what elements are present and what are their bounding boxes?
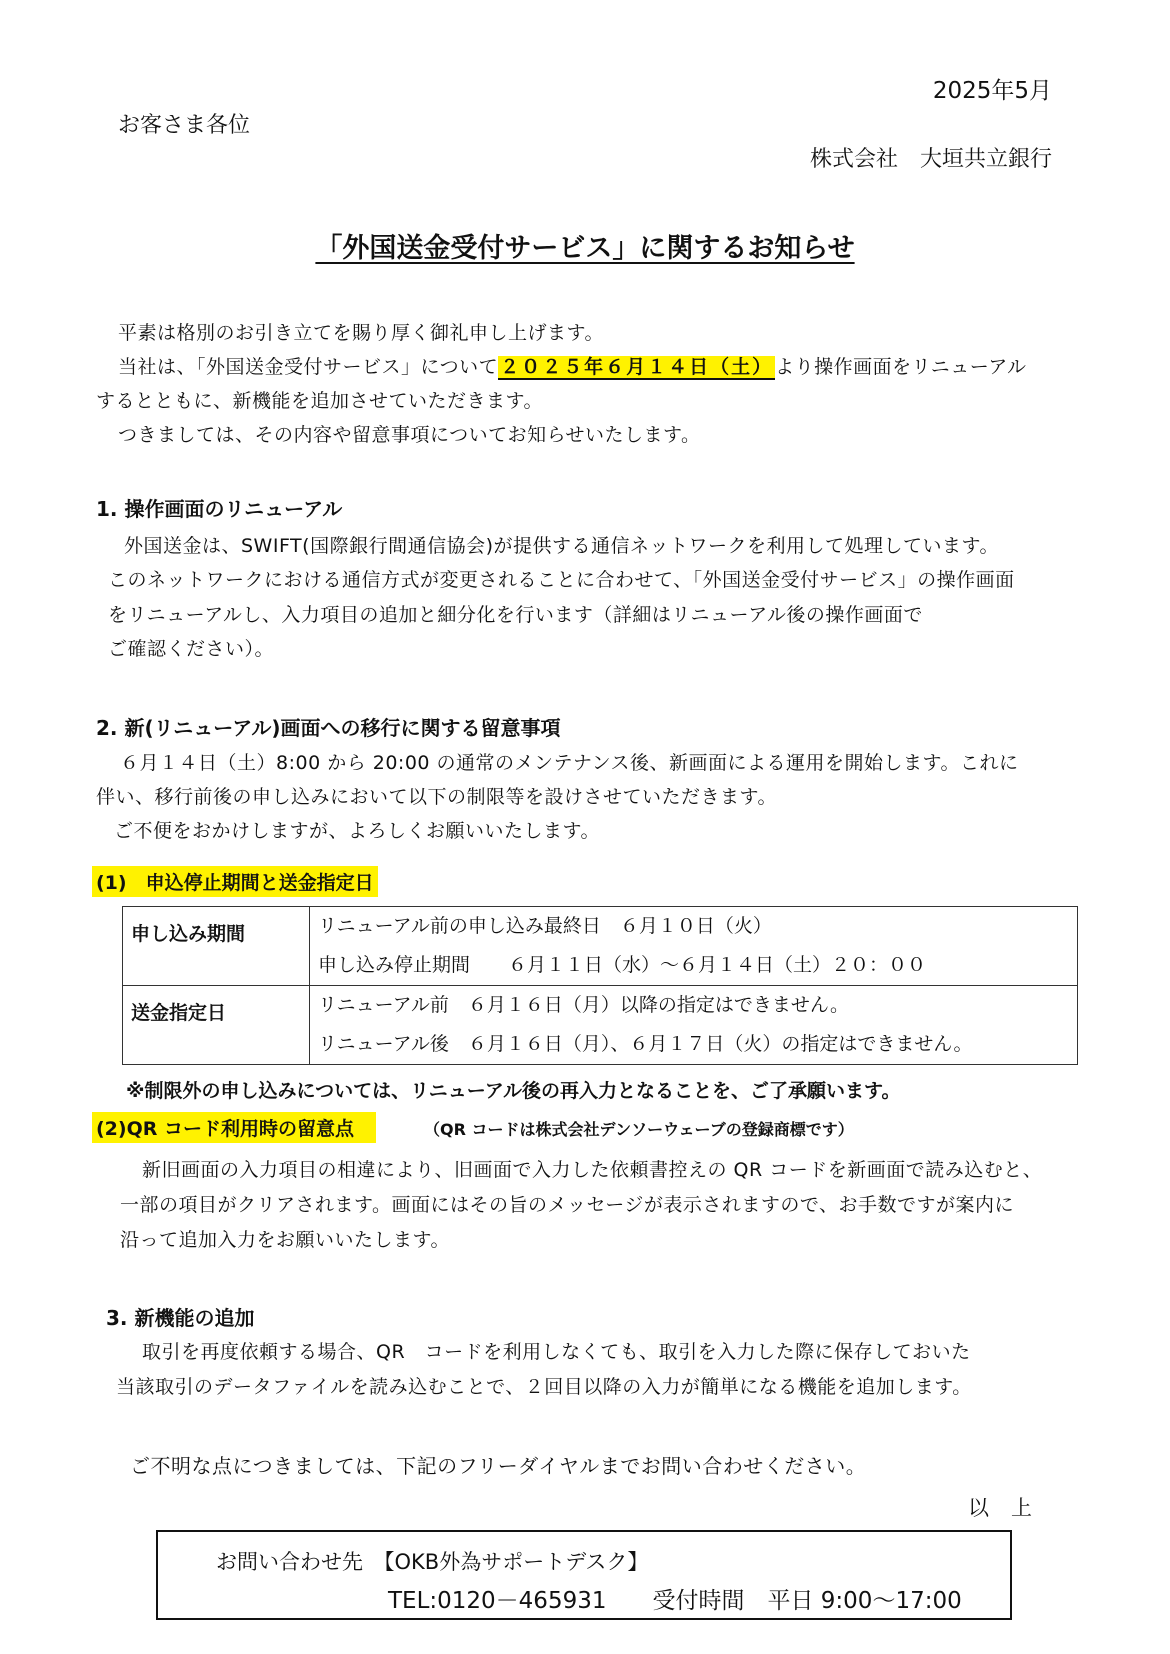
section1-heading: 1. 操作画面のリニューアル	[96, 497, 343, 521]
subsection1-heading: (1) 申込停止期間と送金指定日	[92, 866, 378, 897]
intro-line: つきましては、その内容や留意事項についてお知らせいたします。	[118, 424, 701, 446]
intro-suffix: より操作画面をリニューアル	[775, 356, 1027, 378]
contact-phone-hours: TEL:0120－465931 受付時間 平日 9:00～17:00	[388, 1588, 962, 1614]
section2-line: 伴い、移行前後の申し込みにおいて以下の制限等を設けさせていただきます。	[96, 786, 777, 808]
launch-date-highlight: ２０２５年６月１４日（土）	[500, 356, 774, 378]
intro-line: するとともに、新機能を追加させていただきます。	[96, 390, 543, 412]
table-row-content	[310, 986, 1078, 1065]
table-cell-line: リニューアル前 ６月１６日（月）以降の指定はできません。	[318, 994, 850, 1016]
document-title: 「外国送金受付サービス」に関するお知らせ	[315, 233, 855, 264]
trademark-note: （QR コードは株式会社デンソーウェーブの登録商標です）	[424, 1120, 854, 1139]
table-cell-line: リニューアル前の申し込み最終日 ６月１０日（火）	[318, 915, 772, 937]
restriction-note: ※制限外の申し込みについては、リニューアル後の再入力となることを、ご了承願います。	[126, 1080, 901, 1102]
contact-label: お問い合わせ先 【OKB外為サポートデスク】	[216, 1550, 649, 1574]
table-row-content	[310, 907, 1078, 986]
intro-line-with-date	[118, 352, 1027, 379]
section3-line: 当該取引のデータファイルを読み込むことで、２回目以降の入力が簡単になる機能を追加します。	[116, 1376, 972, 1398]
contact-box	[156, 1530, 1012, 1620]
table-cell-line: リニューアル後 ６月１６日（月）、６月１７日（火）の指定はできません。	[318, 1033, 973, 1055]
addressee: お客さま各位	[118, 113, 251, 138]
table-cell-line: 申し込み停止期間 ６月１１日（水）～６月１４日（土）２０：００	[318, 954, 927, 976]
closing-mark: 以 上	[968, 1496, 1033, 1520]
subsection2-heading: (2)QR コード利用時の留意点	[92, 1112, 376, 1143]
section1-line: ご確認ください）。	[108, 638, 275, 660]
section2-heading: 2. 新(リニューアル)画面への移行に関する留意事項	[96, 716, 561, 740]
section1-line: 外国送金は、SWIFT(国際銀行間通信協会)が提供する通信ネットワークを利用して処理しています。	[124, 535, 999, 557]
section2-line: ご不便をおかけしますが、よろしくお願いいたします。	[114, 820, 600, 842]
subsection2-line: 一部の項目がクリアされます。画面にはその旨のメッセージが表示されますので、お手数ですが案内に	[120, 1194, 1014, 1216]
section3-line: 取引を再度依頼する場合、QR コードを利用しなくても、取引を入力した際に保存しておいた	[142, 1341, 971, 1363]
subsection2-line: 新旧画面の入力項目の相違により、旧画面で入力した依頼書控えの QR コードを新画面で読み込むと、	[142, 1159, 1043, 1181]
table-row-label: 申し込み期間	[123, 907, 310, 986]
table-row-label: 送金指定日	[123, 986, 310, 1065]
section2-line: ６月１４日（土）8:00 から 20:00 の通常のメンテナンス後、新画面による運用を開始します。これに	[120, 752, 1019, 774]
section3-heading: 3. 新機能の追加	[106, 1306, 255, 1330]
subsection2-line: 沿って追加入力をお願いいたします。	[120, 1229, 450, 1251]
table-row	[123, 986, 1078, 1065]
document-date: 2025年5月	[932, 78, 1052, 104]
table-row	[123, 907, 1078, 986]
intro-prefix: 当社は、「外国送金受付サービス」について	[118, 356, 499, 378]
intro-line: 平素は格別のお引き立てを賜り厚く御礼申し上げます。	[118, 322, 604, 344]
sender-name: 株式会社 大垣共立銀行	[809, 147, 1052, 172]
section1-line: をリニューアルし、入力項目の追加と細分化を行います（詳細はリニューアル後の操作画面で	[108, 604, 923, 626]
section1-line: このネットワークにおける通信方式が変更されることに合わせて、「外国送金受付サービス」の操作画面	[108, 569, 1015, 591]
inquiry-text: ご不明な点につきましては、下記のフリーダイヤルまでお問い合わせください。	[130, 1454, 867, 1478]
restriction-table	[122, 906, 1078, 1065]
